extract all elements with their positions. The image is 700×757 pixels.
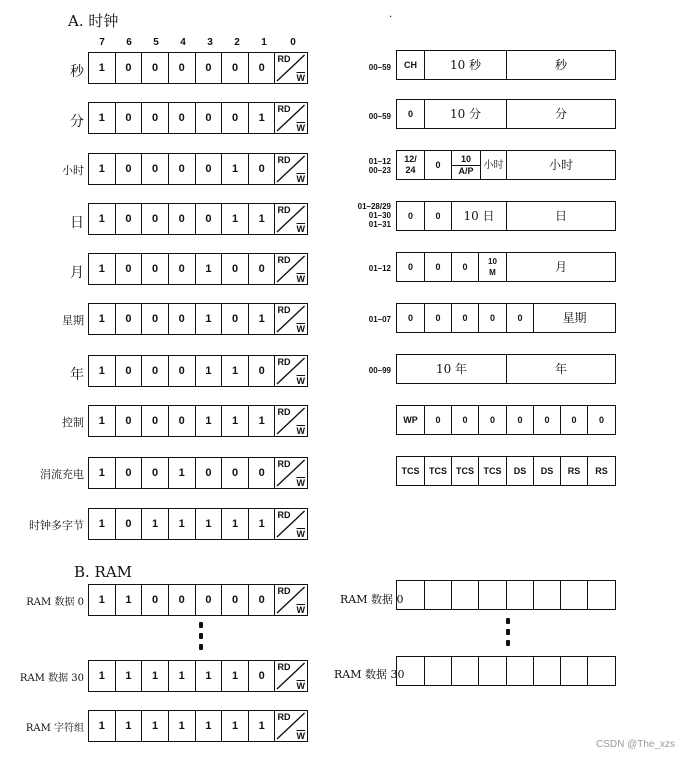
ram-data-30-reg-label: RAM 数据 30 (334, 668, 405, 681)
bit-cell: 1 (89, 661, 116, 691)
bit-number: 1 (261, 37, 267, 48)
seconds-range: 00–59 (368, 63, 391, 72)
ram-bit-cell (425, 581, 452, 609)
mode-24: 24 (405, 165, 416, 175)
register-bit: RS (561, 457, 588, 485)
ram-data-0-reg-label: RAM 数据 0 (340, 593, 404, 606)
command-byte (88, 102, 308, 134)
trickle-register (396, 456, 616, 486)
command-byte (88, 153, 308, 185)
bit-cell: 0 (116, 356, 143, 386)
hours-ten-ap (452, 151, 481, 179)
bit-cell: 0 (142, 204, 169, 234)
command-byte (88, 508, 308, 540)
command-row-label: RAM 数据 30 (19, 673, 84, 684)
month-register (396, 252, 616, 282)
date-units: 日 (554, 208, 567, 223)
bit-cell: 0 (169, 254, 196, 284)
bit-cell: 0 (249, 254, 276, 284)
year-range: 00–99 (368, 366, 391, 375)
bit-cell: 0 (169, 356, 196, 386)
bit-cell: 0 (142, 254, 169, 284)
register-bit: TCS (397, 457, 425, 485)
bit-cell: 1 (249, 204, 276, 234)
bit-number: 5 (153, 37, 159, 48)
bit-cell: 1 (196, 304, 223, 334)
register-bit: 0 (425, 406, 452, 434)
month-units: 月 (554, 259, 567, 274)
bit-cell: 1 (222, 154, 249, 184)
hours-small: 小时 (481, 151, 507, 179)
month-zero-3: 0 (452, 253, 479, 281)
bit-cell: 1 (196, 711, 223, 741)
register-bit: 0 (534, 406, 561, 434)
command-byte (88, 52, 308, 84)
rd-label: RD (277, 155, 291, 165)
watermark: CSDN @The_xzs (596, 739, 676, 750)
bit-cell: 1 (169, 711, 196, 741)
bit-cell: 1 (222, 661, 249, 691)
command-byte (88, 203, 308, 235)
bit-cell: 0 (249, 154, 276, 184)
bit-number: 7 (99, 37, 105, 48)
bit-cell: 0 (142, 406, 169, 436)
bit-cell: 0 (222, 585, 249, 615)
bit-cell: 0 (196, 154, 223, 184)
bit-cell: 0 (196, 458, 223, 488)
w-label: $\overline{W}$ (296, 529, 306, 539)
command-row-label: 时钟多字节 (29, 519, 84, 532)
bit-cell: 0 (142, 154, 169, 184)
month-range: 01–12 (368, 264, 391, 273)
w-label: $\overline{W}$ (296, 605, 306, 615)
bit-cell: 1 (89, 103, 116, 133)
bit-cell: 1 (249, 509, 276, 539)
bit-cell: 1 (249, 103, 276, 133)
command-byte (88, 253, 308, 285)
bit-cell: 1 (249, 711, 276, 741)
weekday-zero-1: 0 (397, 304, 425, 332)
command-row-label: 星期 (62, 314, 84, 327)
weekday-zero-5: 0 (507, 304, 534, 332)
bit-cell: 0 (116, 254, 143, 284)
month-ten-b: M (489, 268, 496, 277)
bit-cell: 0 (116, 154, 143, 184)
hours-range-24: 00–23 (368, 166, 391, 175)
rd-w-bit-cell (275, 53, 307, 83)
month-zero-2: 0 (425, 253, 452, 281)
command-row-label: 控制 (62, 416, 84, 429)
register-bit: TCS (479, 457, 507, 485)
bit-cell: 0 (169, 154, 196, 184)
hours-range (341, 157, 391, 175)
ellipsis-dots-left (199, 622, 203, 655)
year-register (396, 354, 616, 384)
hours-register (396, 150, 616, 180)
bit-cell: 0 (169, 585, 196, 615)
weekday-range: 01–07 (368, 315, 391, 324)
date-zero-1: 0 (397, 202, 425, 230)
register-bit: TCS (452, 457, 479, 485)
bit-cell: 0 (142, 53, 169, 83)
rd-label: RD (277, 510, 291, 520)
bit-cell: 0 (142, 585, 169, 615)
w-label: $\overline{W}$ (296, 73, 306, 83)
date-range-c: 01–31 (368, 220, 391, 229)
bit-cell: 1 (116, 711, 143, 741)
bit-cell: 0 (116, 103, 143, 133)
control-register (396, 405, 616, 435)
minutes-range: 00–59 (368, 112, 391, 121)
bit-cell: 1 (142, 661, 169, 691)
bit-cell: 1 (89, 406, 116, 436)
rd-w-bit-cell (275, 304, 307, 334)
command-byte (88, 584, 308, 616)
stray-mark: · (389, 12, 393, 23)
bit-cell: 1 (116, 661, 143, 691)
bit-cell: 0 (116, 406, 143, 436)
bit-cell: 0 (169, 53, 196, 83)
ram-bit-cell (452, 581, 479, 609)
section-a-title: A. 时钟 (68, 12, 119, 30)
weekday-zero-3: 0 (452, 304, 479, 332)
w-label: $\overline{W}$ (296, 681, 306, 691)
bit-cell: 1 (89, 154, 116, 184)
bit-cell: 0 (142, 103, 169, 133)
bit-cell: 1 (89, 204, 116, 234)
ram-bit-cell (397, 657, 425, 685)
month-ten-a: 10 (488, 257, 497, 266)
bit-cell: 0 (196, 53, 223, 83)
year-tens: 10 年 (397, 355, 507, 383)
bit-cell: 1 (196, 509, 223, 539)
bit-cell: 1 (222, 406, 249, 436)
ram-bit-cell (534, 657, 561, 685)
ram-bit-cell (425, 657, 452, 685)
minutes-zero: 0 (397, 100, 425, 128)
command-byte (88, 303, 308, 335)
bit-number: 0 (290, 37, 296, 48)
ram-data-30-register (396, 656, 616, 686)
rd-w-bit-cell (275, 254, 307, 284)
bit-cell: 0 (142, 356, 169, 386)
command-row-label: 秒 (70, 64, 84, 80)
command-byte (88, 457, 308, 489)
register-bit: 0 (561, 406, 588, 434)
bit-number: 4 (180, 37, 186, 48)
rd-label: RD (277, 662, 291, 672)
rd-label: RD (277, 205, 291, 215)
hours-zero: 0 (425, 151, 452, 179)
w-label: $\overline{W}$ (296, 274, 306, 284)
register-bit: RS (595, 465, 608, 476)
bit-cell: 1 (169, 661, 196, 691)
hours-mode-bit (397, 151, 425, 179)
rd-label: RD (277, 305, 291, 315)
seconds-tens: 10 秒 (425, 51, 507, 79)
rd-label: RD (277, 407, 291, 417)
rd-w-bit-cell (275, 711, 307, 741)
hours-ten: 10 (452, 154, 480, 166)
bit-cell: 0 (196, 585, 223, 615)
bit-cell: 0 (249, 661, 276, 691)
minutes-tens: 10 分 (425, 100, 507, 128)
rd-label: RD (277, 357, 291, 367)
command-row-label: RAM 字符组 (25, 723, 84, 734)
rd-w-bit-cell (275, 661, 307, 691)
ram-bit-cell (534, 581, 561, 609)
command-row-label: 日 (70, 215, 84, 231)
bit-cell: 1 (89, 356, 116, 386)
bit-cell: 1 (89, 711, 116, 741)
date-range-a: 01–28/29 (357, 202, 391, 211)
weekday-zero-4: 0 (479, 304, 507, 332)
command-row-label: 小时 (62, 164, 84, 177)
ram-data-0-register (396, 580, 616, 610)
register-bit: WP (397, 406, 425, 434)
ch-bit: CH (397, 51, 425, 79)
ram-bit-cell (507, 581, 534, 609)
month-ten (479, 253, 507, 281)
bit-cell: 1 (222, 204, 249, 234)
bit-cell: 0 (169, 204, 196, 234)
rd-label: RD (277, 586, 291, 596)
rd-w-bit-cell (275, 103, 307, 133)
ram-bit-cell (397, 581, 425, 609)
hours-range-12: 01–12 (368, 157, 391, 166)
w-label: $\overline{W}$ (296, 123, 306, 133)
ram-bit-cell (561, 657, 588, 685)
bit-cell: 0 (169, 304, 196, 334)
bit-cell: 0 (116, 509, 143, 539)
weekday-register (396, 303, 616, 333)
bit-number: 3 (207, 37, 213, 48)
ram-bit-cell (507, 657, 534, 685)
rd-label: RD (277, 459, 291, 469)
bit-cell: 1 (196, 356, 223, 386)
rd-label: RD (277, 255, 291, 265)
month-zero-1: 0 (397, 253, 425, 281)
command-byte (88, 355, 308, 387)
ram-bit-cell (452, 657, 479, 685)
bit-cell: 1 (89, 585, 116, 615)
bit-cell: 0 (249, 356, 276, 386)
bit-cell: 0 (222, 458, 249, 488)
command-row-label: 月 (70, 265, 84, 281)
command-byte (88, 710, 308, 742)
ram-bit-cell (561, 581, 588, 609)
bit-cell: 0 (196, 103, 223, 133)
bit-cell: 0 (196, 204, 223, 234)
bit-cell: 0 (222, 304, 249, 334)
bit-cell: 1 (116, 585, 143, 615)
bit-cell: 1 (222, 356, 249, 386)
bit-cell: 1 (249, 406, 276, 436)
rd-w-bit-cell (275, 406, 307, 436)
year-units: 年 (554, 361, 567, 376)
w-label: $\overline{W}$ (296, 376, 306, 386)
date-zero-2: 0 (425, 202, 452, 230)
minutes-register (396, 99, 616, 129)
ellipsis-dots-right (506, 618, 510, 651)
register-bit: DS (507, 457, 534, 485)
bit-cell: 1 (142, 711, 169, 741)
bit-cell: 0 (142, 304, 169, 334)
bit-cell: 0 (116, 458, 143, 488)
rd-label: RD (277, 54, 291, 64)
weekday-units: 星期 (562, 310, 587, 325)
w-label: $\overline{W}$ (296, 224, 306, 234)
minutes-units: 分 (554, 106, 567, 121)
ram-bit-cell (588, 581, 615, 609)
date-tens: 10 日 (452, 202, 507, 230)
command-row-label: 分 (70, 114, 84, 130)
date-range-b: 01–30 (368, 211, 391, 220)
bit-cell: 0 (169, 103, 196, 133)
bit-cell: 0 (249, 458, 276, 488)
seconds-units: 秒 (554, 57, 567, 72)
register-bit: 0 (598, 414, 604, 425)
bit-cell: 0 (169, 406, 196, 436)
w-label: $\overline{W}$ (296, 426, 306, 436)
date-range (341, 202, 391, 229)
register-bit: DS (534, 457, 561, 485)
bit-cell: 1 (196, 406, 223, 436)
bit-cell: 0 (249, 53, 276, 83)
command-row-label: RAM 数据 0 (26, 597, 84, 608)
rd-w-bit-cell (275, 458, 307, 488)
bit-cell: 1 (142, 509, 169, 539)
ram-bit-cell (479, 581, 507, 609)
weekday-zero-2: 0 (425, 304, 452, 332)
bit-cell: 1 (89, 254, 116, 284)
bit-cell: 0 (116, 53, 143, 83)
section-b-title: B. RAM (74, 563, 133, 581)
bit-cell: 1 (89, 53, 116, 83)
bit-cell: 1 (222, 711, 249, 741)
bit-cell: 1 (196, 661, 223, 691)
register-bit: TCS (425, 457, 452, 485)
bit-cell: 0 (222, 103, 249, 133)
seconds-register (396, 50, 616, 80)
bit-cell: 1 (169, 458, 196, 488)
bit-cell: 1 (196, 254, 223, 284)
rd-w-bit-cell (275, 585, 307, 615)
hours-units: 小时 (548, 157, 573, 172)
bit-cell: 0 (222, 53, 249, 83)
mode-12: 12/ (404, 154, 417, 164)
bit-cell: 1 (89, 509, 116, 539)
bit-number: 2 (234, 37, 240, 48)
bit-cell: 1 (89, 458, 116, 488)
bit-cell: 0 (116, 304, 143, 334)
rd-w-bit-cell (275, 154, 307, 184)
w-label: $\overline{W}$ (296, 478, 306, 488)
w-label: $\overline{W}$ (296, 731, 306, 741)
rd-label: RD (277, 712, 291, 722)
register-bit: 0 (507, 406, 534, 434)
bit-number: 6 (126, 37, 132, 48)
hours-ap: A/P (458, 165, 474, 176)
rd-w-bit-cell (275, 204, 307, 234)
command-byte (88, 405, 308, 437)
command-byte (88, 660, 308, 692)
bit-cell: 1 (169, 509, 196, 539)
rd-label: RD (277, 104, 291, 114)
w-label: $\overline{W}$ (296, 324, 306, 334)
bit-cell: 0 (116, 204, 143, 234)
command-row-label: 年 (70, 367, 84, 383)
bit-cell: 0 (249, 585, 276, 615)
ram-bit-cell (479, 657, 507, 685)
date-register (396, 201, 616, 231)
rd-w-bit-cell (275, 509, 307, 539)
bit-cell: 0 (142, 458, 169, 488)
command-row-label: 涓流充电 (40, 468, 84, 481)
rd-w-bit-cell (275, 356, 307, 386)
w-label: $\overline{W}$ (296, 174, 306, 184)
register-bit: 0 (479, 406, 507, 434)
bit-cell: 0 (222, 254, 249, 284)
bit-cell: 1 (249, 304, 276, 334)
register-bit: 0 (452, 406, 479, 434)
bit-cell: 1 (89, 304, 116, 334)
ram-bit-cell (588, 657, 615, 685)
bit-cell: 1 (222, 509, 249, 539)
